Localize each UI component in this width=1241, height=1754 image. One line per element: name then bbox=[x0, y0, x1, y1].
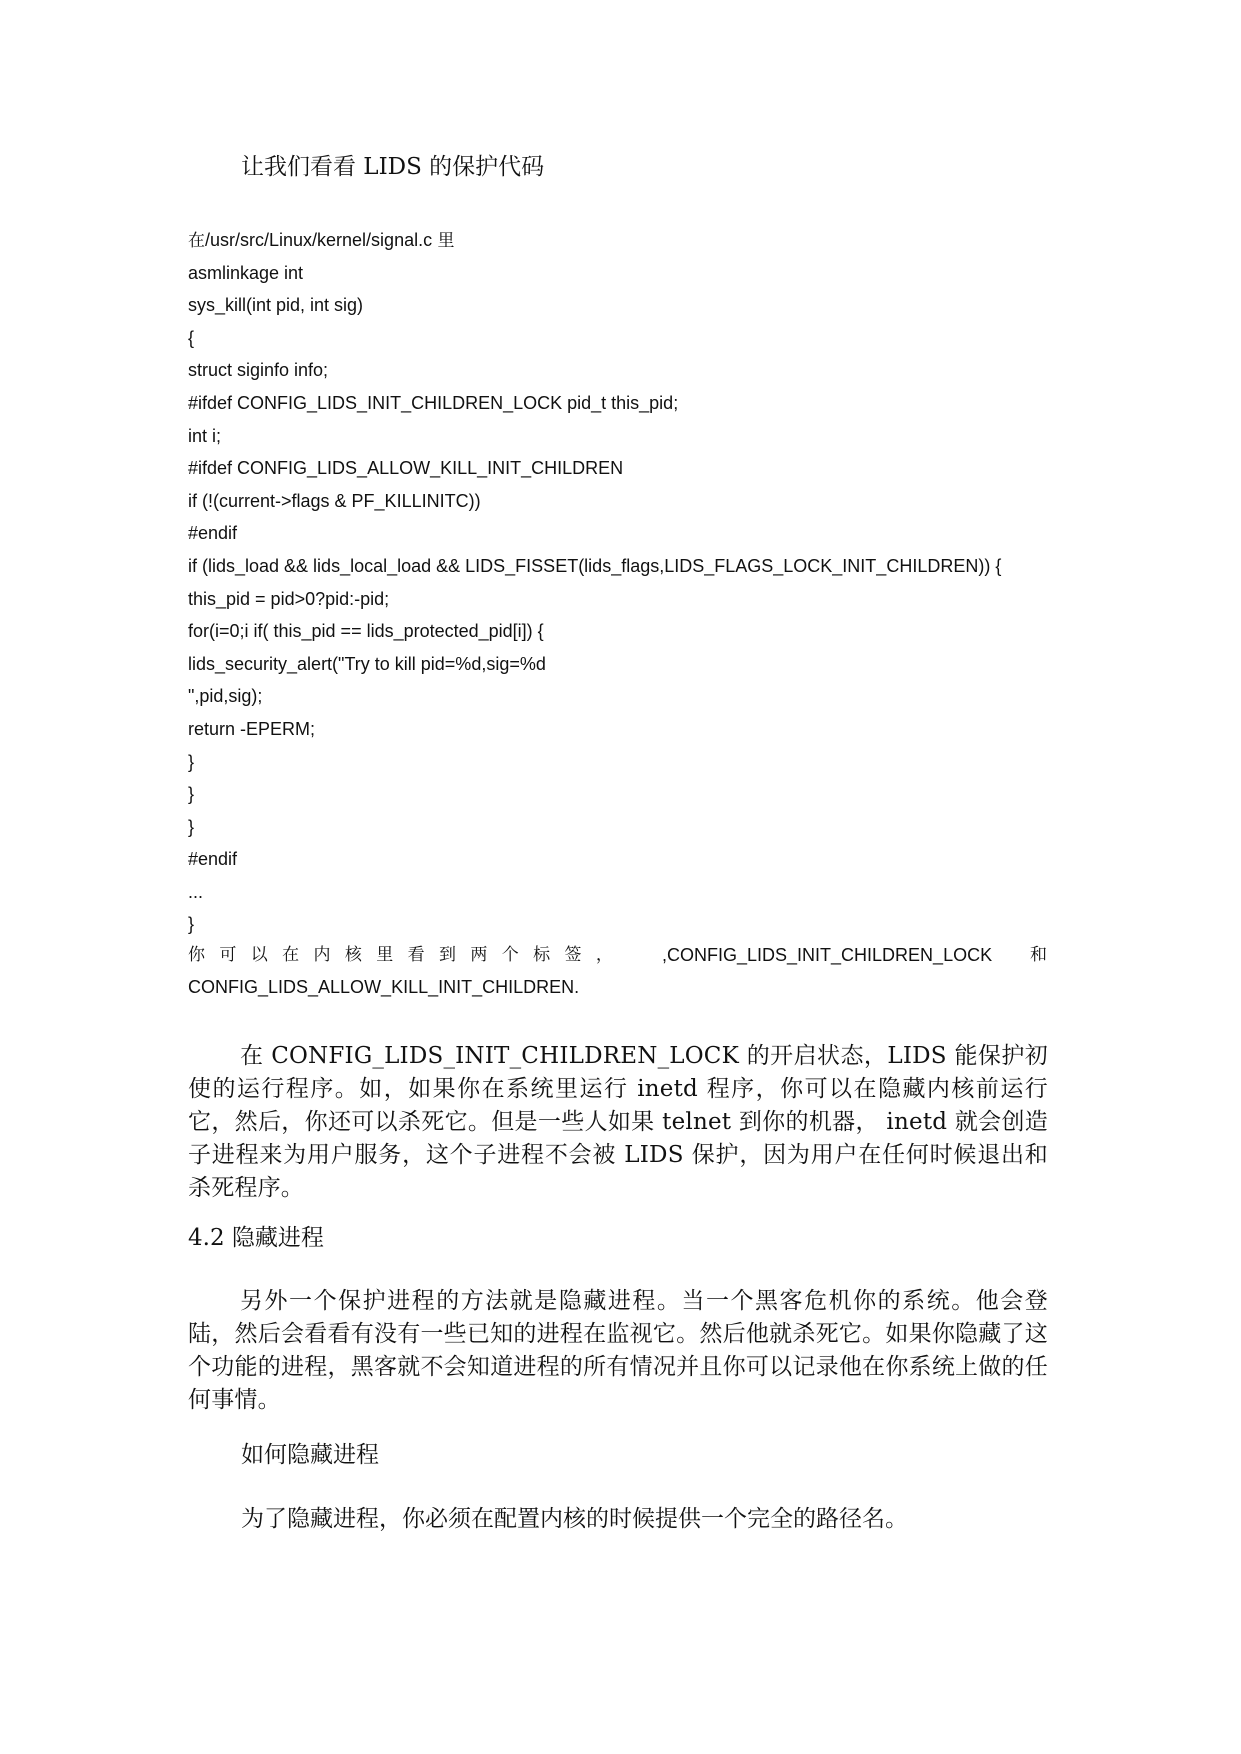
tags-sentence-char: 里 bbox=[376, 945, 394, 965]
code-line: if (lids_load && lids_local_load && LIDS_FISSET(lids_flags,LIDS_FLAGS_LOCK_INIT_CHILDREN)) { bbox=[188, 555, 1002, 576]
code-line: for(i=0;i if( this_pid == lids_protected_pid[i]) { bbox=[188, 621, 544, 642]
code-line: } bbox=[188, 816, 195, 837]
tags-sentence-char: 以 bbox=[250, 945, 268, 965]
code-line: if (!(current->flags & PF_KILLINITC)) bbox=[188, 490, 481, 511]
tags-sentence-char: 到 bbox=[439, 945, 456, 965]
tags-sentence-char: 在 bbox=[282, 945, 300, 965]
code-line: ",pid,sig); bbox=[188, 686, 263, 707]
tags-sentence-char: 你 bbox=[188, 945, 205, 965]
code-line: ... bbox=[188, 881, 204, 902]
and-word: 和 bbox=[1030, 945, 1047, 965]
path-line bbox=[188, 224, 1048, 257]
code-line: return -EPERM; bbox=[188, 718, 316, 739]
section-heading: 4.2 隐藏进程 bbox=[188, 1225, 324, 1251]
code-line: { bbox=[188, 327, 195, 348]
file-path: /usr/src/Linux/kernel/signal.c bbox=[205, 230, 433, 250]
config-lock-tag: ,CONFIG_LIDS_INIT_CHILDREN_LOCK bbox=[662, 945, 993, 965]
tags-sentence bbox=[188, 940, 1048, 970]
tags-sentence-char: 两 bbox=[470, 945, 488, 965]
code-line: } bbox=[188, 914, 195, 935]
code-line: this_pid = pid>0?pid:-pid; bbox=[188, 588, 390, 609]
code-line: } bbox=[188, 784, 195, 805]
path-prefix: 在 bbox=[188, 231, 205, 251]
subheading-how-to-hide: 如何隐藏进程 bbox=[241, 1442, 379, 1468]
code-line: #endif bbox=[188, 849, 238, 870]
paragraph-hide-process: 另外一个保护进程的方法就是隐藏进程。当一个黑客危机你的系统。他会登陆，然后会看看有没有一些已知的进程在监视它。然后他就杀死它。如果你隐藏了这个功能的进程，黑客就不会知道进程的所有情况并且你可以记录他在你系统上做的任何事情。 bbox=[188, 1288, 1048, 1413]
code-line: #endif bbox=[188, 523, 238, 544]
tags-sentence-char: ， bbox=[595, 945, 613, 965]
code-line: asmlinkage int bbox=[188, 262, 304, 283]
code-line: #ifdef CONFIG_LIDS_ALLOW_KILL_INIT_CHILDREN bbox=[188, 458, 624, 479]
code-line: int i; bbox=[188, 425, 222, 446]
tags-sentence-char: 标 bbox=[533, 945, 551, 965]
code-line: #ifdef CONFIG_LIDS_INIT_CHILDREN_LOCK pid_t this_pid; bbox=[188, 392, 679, 413]
code-line: } bbox=[188, 751, 195, 772]
paragraph-children-lock: 在 CONFIG_LIDS_INIT_CHILDREN_LOCK 的开启状态，LIDS 能保护初使的运行程序。如，如果你在系统里运行 inetd 程序，你可以在隐藏内核前运行它，然后，你还可以杀死它。但是一些人如果 telnet 到你的机器， inetd 就会创造子进程来为用户服务，这个子进程不会被 LIDS 保护，因为用户在任何时候退出和杀死程序。 bbox=[188, 1043, 1048, 1201]
tags-sentence-char: 签 bbox=[564, 945, 582, 965]
tags-sentence-char: 核 bbox=[344, 945, 362, 965]
code-block bbox=[188, 224, 1048, 941]
tags-sentence-char: 内 bbox=[313, 945, 331, 965]
tags-sentence-char: 可 bbox=[219, 945, 237, 965]
path-suffix: 里 bbox=[432, 231, 455, 251]
code-lines bbox=[188, 257, 1048, 941]
code-line: struct siginfo info; bbox=[188, 360, 329, 381]
config-allow-tag: CONFIG_LIDS_ALLOW_KILL_INIT_CHILDREN. bbox=[188, 977, 580, 997]
code-line: sys_kill(int pid, int sig) bbox=[188, 295, 364, 316]
code-line: lids_security_alert("Try to kill pid=%d,sig=%d bbox=[188, 653, 546, 674]
tags-sentence-char: 个 bbox=[501, 945, 519, 965]
tags-sentence-chars bbox=[188, 940, 613, 970]
intro-heading: 让我们看看 LIDS 的保护代码 bbox=[241, 154, 545, 180]
paragraph-full-path: 为了隐藏进程，你必须在配置内核的时候提供一个完全的路径名。 bbox=[241, 1506, 908, 1532]
tags-sentence-char: 看 bbox=[407, 945, 425, 965]
